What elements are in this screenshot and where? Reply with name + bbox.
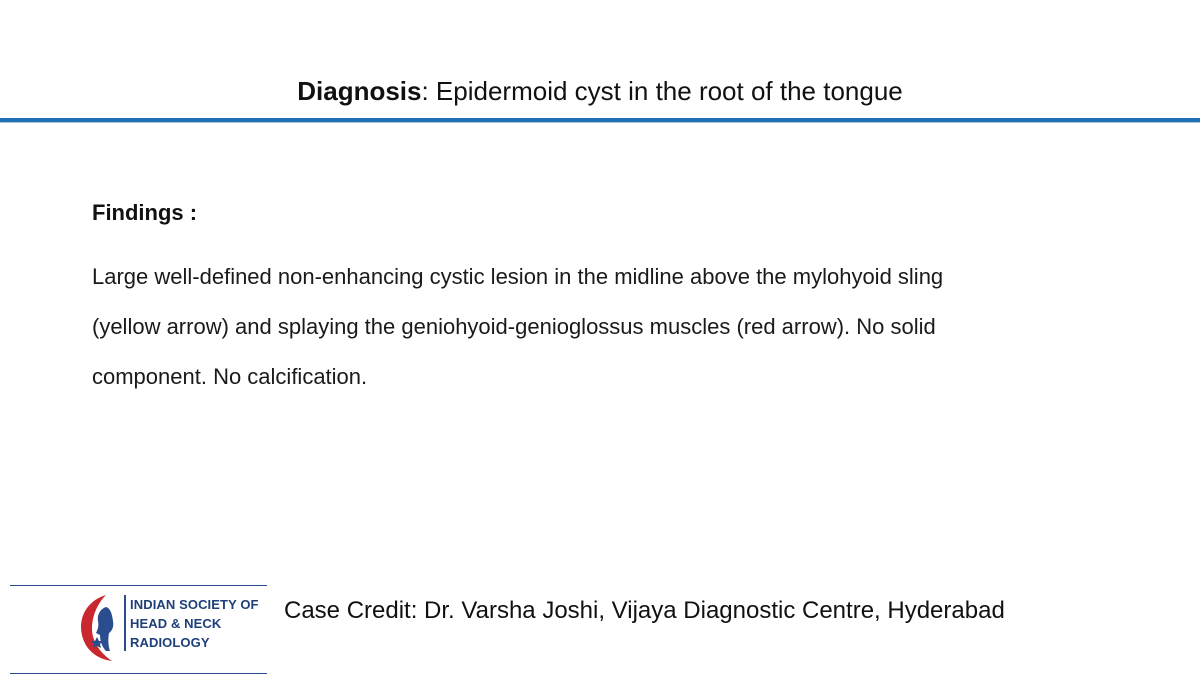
title-divider-shadow [0, 122, 1200, 123]
findings-line: component. No calcification. [92, 364, 368, 389]
society-logo [10, 585, 267, 674]
slide-title [0, 74, 1200, 108]
case-credit: Case Credit: Dr. Varsha Joshi, Vijaya Diagnostic Centre, Hyderabad [284, 597, 1005, 624]
head-neck-emblem-icon [76, 591, 122, 663]
title-text: : Epidermoid cyst in the root of the tongue [421, 76, 903, 106]
findings-heading: Findings : [92, 200, 198, 225]
title-label: Diagnosis [297, 76, 422, 106]
logo-rule-bottom [10, 673, 267, 674]
logo-line: RADIOLOGY [130, 635, 210, 650]
logo-line: INDIAN SOCIETY OF [130, 597, 259, 612]
findings-line: Large well-defined non-enhancing cystic lesion in the midline above the mylohyoid sling [92, 264, 944, 289]
logo-text [130, 595, 259, 652]
logo-divider [124, 595, 126, 651]
findings-line: (yellow arrow) and splaying the geniohyoid-genioglossus muscles (red arrow). No solid [92, 314, 936, 339]
logo-rule-top [10, 585, 267, 586]
logo-line: HEAD & NECK [130, 616, 222, 631]
findings-body [92, 252, 1092, 402]
